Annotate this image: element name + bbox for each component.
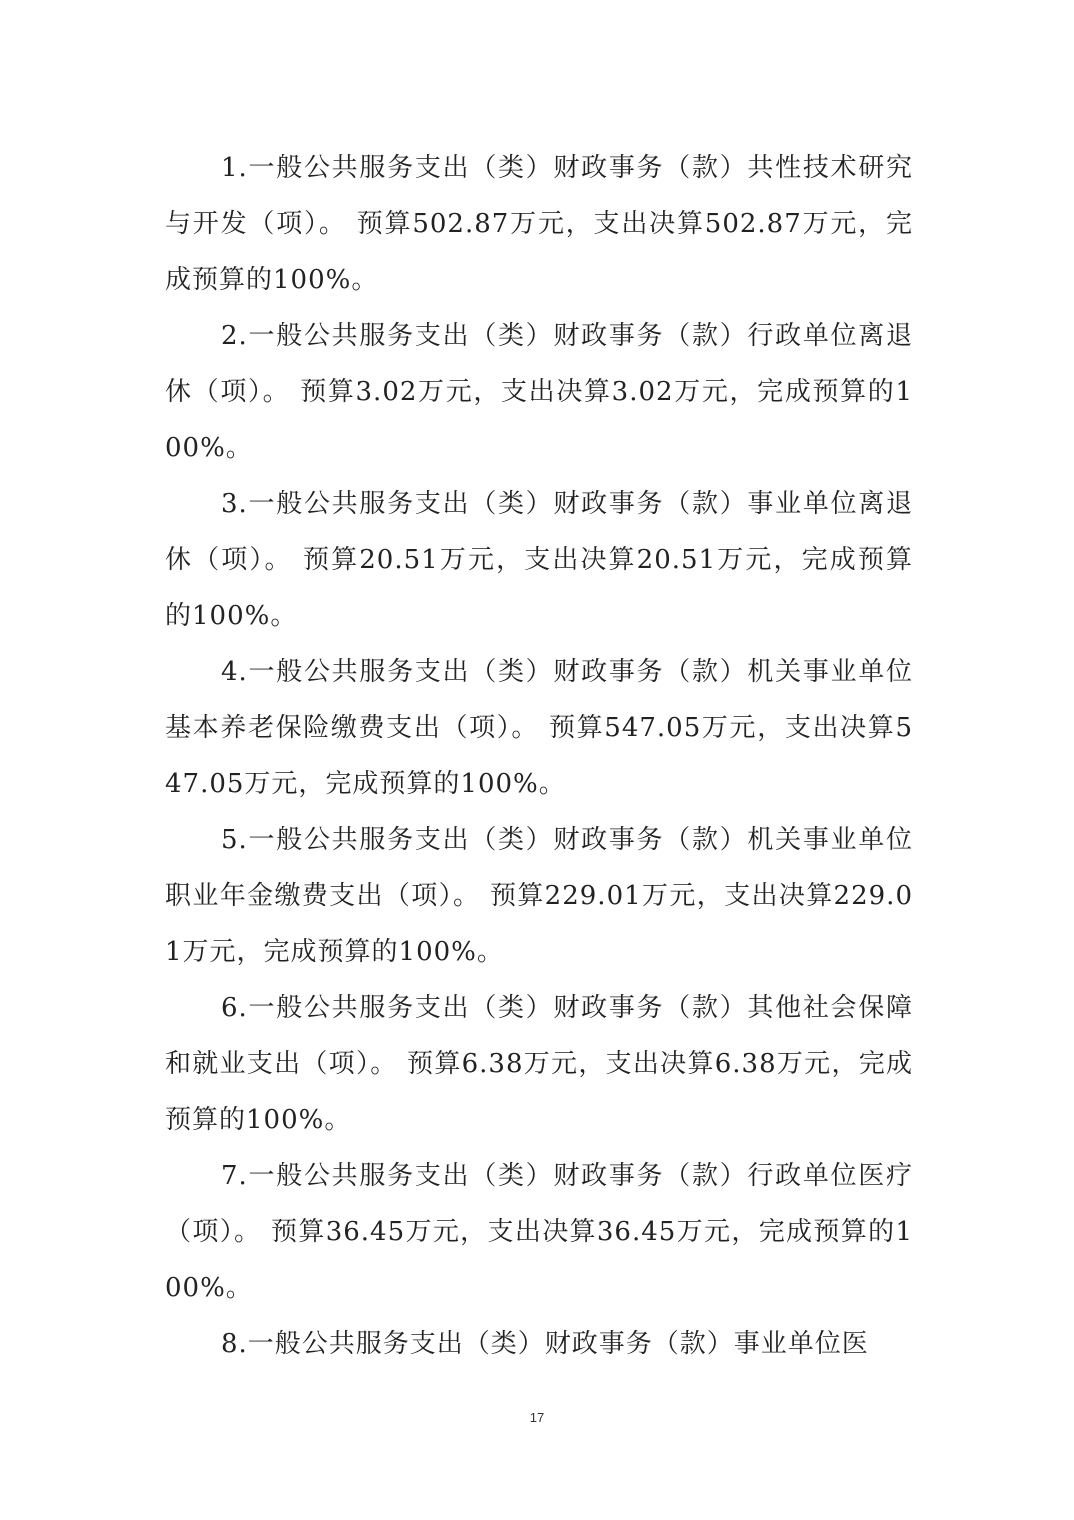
paragraph-item-2: 2.一般公共服务支出（类）财政事务（款）行政单位离退休（项）。 预算3.02万元，支出决算3.02万元，完成预算的100%。 xyxy=(165,321,913,463)
paragraph-item-4: 4.一般公共服务支出（类）财政事务（款）机关事业单位基本养老保险缴费支出（项）。 预算547.05万元，支出决算547.05万元，完成预算的100%。 xyxy=(165,657,913,799)
paragraph-item-6: 6.一般公共服务支出（类）财政事务（款）其他社会保障和就业支出（项）。 预算6.38万元，支出决算6.38万元，完成预算的100%。 xyxy=(165,993,913,1135)
document-body xyxy=(165,140,913,1372)
paragraph-item-8: 8.一般公共服务支出（类）财政事务（款）事业单位医 xyxy=(221,1329,869,1359)
paragraph-item-1: 1.一般公共服务支出（类）财政事务（款）共性技术研究与开发（项）。 预算502.87万元，支出决算502.87万元，完成预算的100%。 xyxy=(165,153,913,295)
page-number: 17 xyxy=(529,1410,545,1425)
paragraph-item-3: 3.一般公共服务支出（类）财政事务（款）事业单位离退休（项）。 预算20.51万元，支出决算20.51万元，完成预算的100%。 xyxy=(165,489,913,631)
paragraph-item-5: 5.一般公共服务支出（类）财政事务（款）机关事业单位职业年金缴费支出（项）。 预算229.01万元，支出决算229.01万元，完成预算的100%。 xyxy=(165,825,913,967)
paragraph-item-7: 7.一般公共服务支出（类）财政事务（款）行政单位医疗（项）。 预算36.45万元，支出决算36.45万元，完成预算的100%。 xyxy=(165,1161,913,1303)
